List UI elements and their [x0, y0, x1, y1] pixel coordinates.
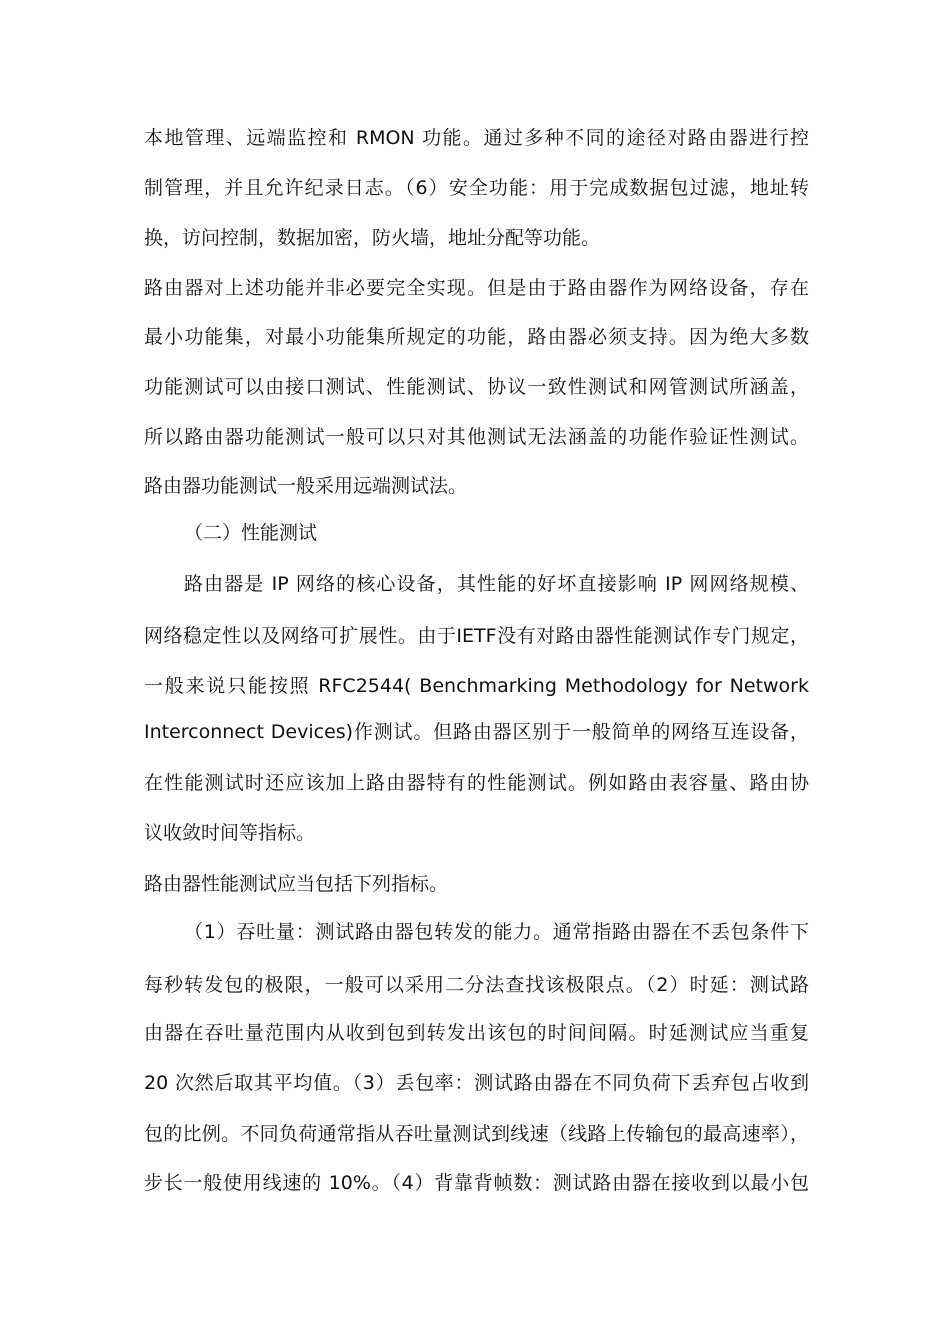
text-line: 最小功能集，对最小功能集所规定的功能，路由器必须支持。因为绝大多数 [144, 326, 809, 348]
text-line: 功能测试可以由接口测试、性能测试、协议一致性测试和网管测试所涵盖， [144, 376, 809, 398]
text-line: 路由器性能测试应当包括下列指标。 [144, 873, 449, 895]
text-line: 由器在吞吐量范围内从收到包到转发出该包的时间间隔。时延测试应当重复 [144, 1022, 809, 1044]
text-line: 制管理，并且允许纪录日志。（6）安全功能：用于完成数据包过滤，地址转 [144, 177, 809, 199]
text-line: 本地管理、远端监控和 RMON 功能。通过多种不同的途径对路由器进行控 [144, 127, 809, 149]
text-line: 网络稳定性以及网络可扩展性。由于IETF没有对路由器性能测试作专门规定， [144, 625, 809, 647]
text-line: 路由器功能测试一般采用远端测试法。 [144, 475, 468, 497]
text-line: 路由器对上述功能并非必要完全实现。但是由于路由器作为网络设备，存在 [144, 277, 809, 299]
text-line: 20 次然后取其平均值。（3）丢包率：测试路由器在不同负荷下丢弃包占收到 [144, 1072, 809, 1094]
text-line: 路由器是 IP 网络的核心设备，其性能的好坏直接影响 IP 网网络规模、 [184, 573, 809, 595]
text-line: 一般来说只能按照 RFC2544( Benchmarking Methodology for Network [144, 675, 809, 697]
text-line: 议收敛时间等指标。 [144, 822, 316, 844]
text-line: 在性能测试时还应该加上路由器特有的性能测试。例如路由表容量、路由协 [144, 772, 809, 794]
text-line: 换，访问控制，数据加密，防火墙，地址分配等功能。 [144, 227, 601, 249]
text-line: 所以路由器功能测试一般可以只对其他测试无法涵盖的功能作验证性测试。 [144, 426, 809, 448]
text-line: （1）吞吐量：测试路由器包转发的能力。通常指路由器在不丢包条件下 [184, 921, 809, 943]
text-line: Interconnect Devices)作测试。但路由器区别于一般简单的网络互连设备， [144, 721, 809, 743]
text-line: 每秒转发包的极限，一般可以采用二分法查找该极限点。（2）时延：测试路 [144, 974, 809, 996]
text-line: 步长一般使用线速的 10%。（4）背靠背帧数：测试路由器在接收到以最小包 [144, 1172, 809, 1194]
section-heading: （二）性能测试 [184, 522, 318, 544]
text-line: 包的比例。不同负荷通常指从吞吐量测试到线速（线路上传输包的最高速率）， [144, 1123, 809, 1145]
